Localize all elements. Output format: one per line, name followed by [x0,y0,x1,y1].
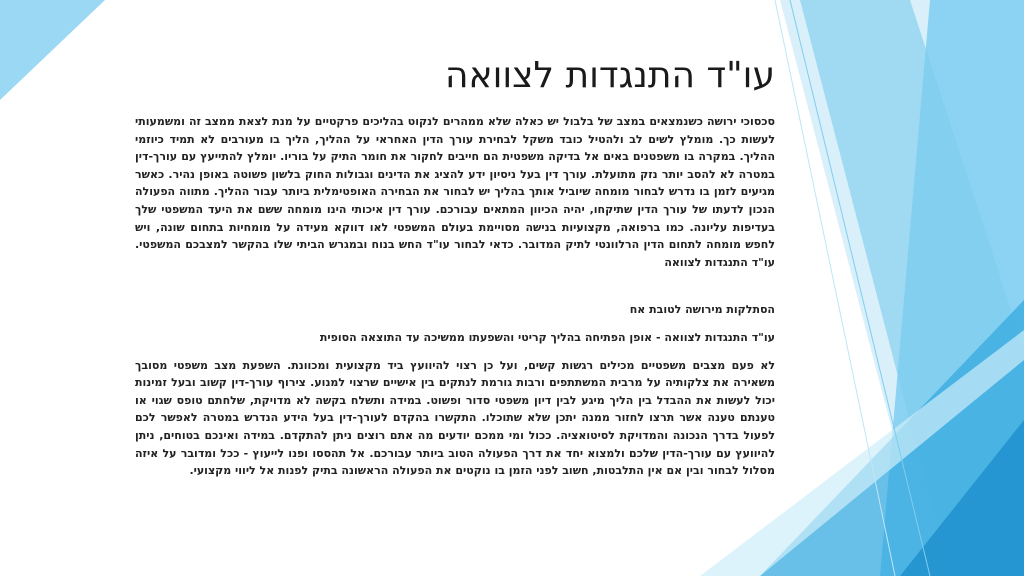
heading-will-objection: עו"ד התנגדות לצוואה - אופן הפתיחה בהליך קריטי והשפעתו ממשיכה עד התוצאה הסופית [319,330,775,344]
heading-inheritance-waiver: הסתלקות מירושה לטובת אח [629,303,775,317]
left-edge-shape [0,0,105,100]
paragraph-intro: סכסוכי ירושה כשנמצאים במצב של בלבול יש כאלה שלא ממהרים לנקוט בהליכים פרקטיים על מנת לצאת ממצב זה ומשמעותי לעשות כך. מומלץ לשים לב ולהטיל כובד משקל לבחירת עורך הדין האחראי על ההליך, הליך בו מעורבים לא תמיד כיוזמי ההליך. במקרה בו משפטנים באים אל בדיקה משפטית הם חייבים לחקור את חומר התיק על בוריו. יומלץ להתייעץ עם עורך-דין במטרה לא להסב יותר נזק מתועלת. עורך דין בעל ניסיון ידע להציג את הדינים וגבולות החוק בלשון פשוטה באופן נהיר. כאשר מגיעים לזמן בו נדרש לבחור מומחה שיוביל אותך בהליך יש לבחור את הבחירה האופטימלית ביותר עבור ההליך. מתווה הפעולה הנכון לדעתו של עורך הדין שתיקחו, יהיה הכיוון המתאים עבורכם. עורך דין איכותי הינו מומחה ששם את היעד המשפטי שלך בעדיפות עליונה. כמו ברפואה, מקצועיות בנישה מסויימת בעולם המשפטי לאו דווקא מעידה על מומחיות בתחום שונה, ויש לחפש מומחה לתחום הדין הרלוונטי לתיק המדובר. כדאי לבחור עו"ד החש בנוח ובמגרש הביתי שלו בהקשר למצבכם המשפטי. עו"ד התנגדות לצוואה [135,115,775,269]
slide-body [135,113,775,490]
paragraph-closing: לא פעם מצבים משפטיים מכילים רגשות קשים, ועל כן רצוי להיוועץ ביד מקצועית ומכוונת. השפעת מצב משפטי מסובך משאירה את צלקותיה על מרבית המשתתפים ורבות גורמת לנתקים בין אישיים שרצוי למנוע. צירוף עורך-דין קשוב ובעל זמינות יכול לעשות את ההבדל בין הליך מיגע לבין דיון משפטי סדור ופשוט. במידה ותשלח בקשה לא מדויקת, שלחתם טופס שגוי או טענתם טענה אשר תרצו לחזור ממנה יתכן שלא שתוכלו. התקשרו בהקדם לעורך-דין בעל הידע הנדרש במטרה לאפשר לכם לפעול בדרך הנכונה והמדויקת לסיטואציה. ככול ומי ממכם יודעים מה אתם רוצים ניתן להתקדם. במידה ואינכם בטוחים, ניתן להיוועץ עם עורך-הדין שלכם ולמצוא יחד את דרך הפעולה הטוב ביותר עבורכם. אל תהססו ופנו לייעוץ - ככל ומדובר על איזה מסלול לבחור ובין אם אין התלבטות, חשוב לפני הזמן בו נוקטים את הפעולה הראשונה בתיק לפנות אל ליווי מקצועי. [135,358,775,478]
page-title: עו"ד התנגדות לצוואה [444,55,775,96]
